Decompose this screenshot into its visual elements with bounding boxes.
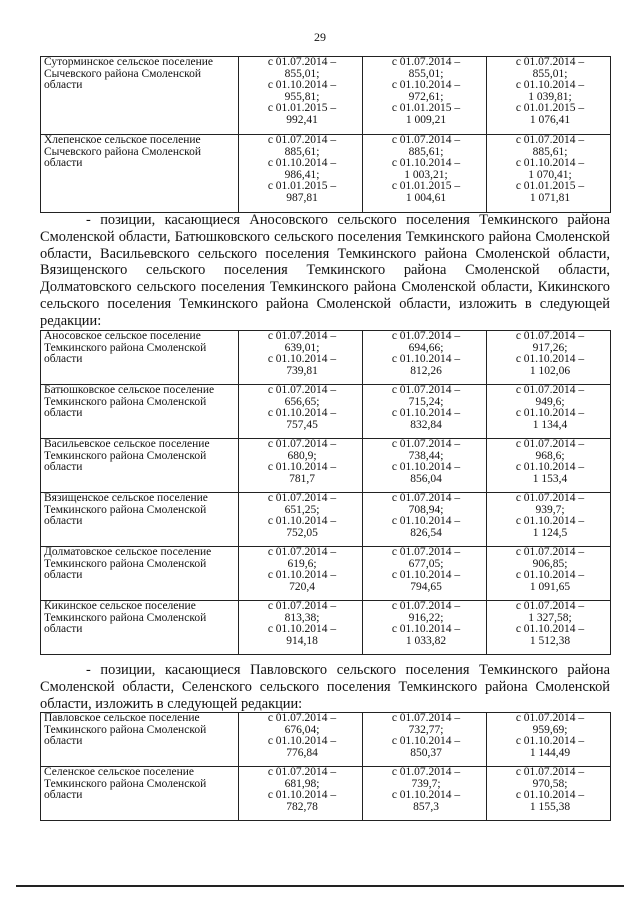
tariff-value: 850,37 xyxy=(410,746,442,759)
tariff-cell xyxy=(363,493,487,547)
table-row xyxy=(41,57,611,135)
tariff-value: 1 144,49 xyxy=(529,746,571,759)
tariff-value: 968,6; xyxy=(535,449,565,462)
settlement-name: Суторминское сельское поселение Сычевского района Смоленской области xyxy=(41,57,239,135)
period-label: с 01.01.2015 – xyxy=(515,102,585,114)
tariff-cell xyxy=(239,493,363,547)
period-label: с 01.07.2014 – xyxy=(391,384,461,396)
rates-table-temkinsky-1 xyxy=(40,330,611,655)
tariff-value: 738,44; xyxy=(408,449,444,462)
table-row xyxy=(41,601,611,655)
period-label: с 01.07.2014 – xyxy=(267,600,337,612)
bottom-rule xyxy=(16,885,624,887)
table-row xyxy=(41,767,611,821)
tariff-value: 708,94; xyxy=(408,503,444,516)
tariff-value: 916,22; xyxy=(408,611,444,624)
tariff-cell xyxy=(239,547,363,601)
period-label: с 01.07.2014 – xyxy=(391,766,461,778)
period-label: с 01.07.2014 – xyxy=(267,56,337,68)
tariff-value: 1 091,65 xyxy=(529,580,571,593)
tariff-value: 813,38; xyxy=(284,611,320,624)
period-label: с 01.07.2014 – xyxy=(267,712,337,724)
settlement-name: Селенское сельское поселение Темкинского района Смоленской области xyxy=(41,767,239,821)
period-label: с 01.07.2014 – xyxy=(515,134,585,146)
period-label: с 01.07.2014 – xyxy=(391,600,461,612)
tariff-cell xyxy=(239,767,363,821)
tariff-value: 619,6; xyxy=(287,557,317,570)
tariff-value: 681,98; xyxy=(284,777,320,790)
period-label: с 01.07.2014 – xyxy=(391,134,461,146)
tariff-value: 855,01; xyxy=(532,67,568,80)
period-label: с 01.10.2014 – xyxy=(515,515,585,527)
tariff-value: 1 512,38 xyxy=(529,634,571,647)
tariff-value: 856,04 xyxy=(410,472,442,485)
period-label: с 01.10.2014 – xyxy=(267,407,337,419)
tariff-value: 885,61; xyxy=(532,145,568,158)
table-row xyxy=(41,385,611,439)
period-label: с 01.10.2014 – xyxy=(267,735,337,747)
tariff-value: 1 134,4 xyxy=(532,418,568,431)
tariff-cell xyxy=(239,713,363,767)
period-label: с 01.07.2014 – xyxy=(515,712,585,724)
tariff-cell xyxy=(363,135,487,213)
period-label: с 01.10.2014 – xyxy=(515,569,585,581)
tariff-value: 1 076,41 xyxy=(529,113,571,126)
tariff-cell xyxy=(363,767,487,821)
paragraph-temkinsky-group2: - позиции, касающиеся Павловского сельского поселения Темкинского района Смоленской области, Селенского сельского поселения Темкинского района Смоленской области, изложить в следующей редакции: xyxy=(40,662,610,712)
period-label: с 01.07.2014 – xyxy=(515,438,585,450)
rates-table-sychevsky xyxy=(40,56,611,213)
tariff-cell xyxy=(487,547,611,601)
tariff-value: 1 009,21 xyxy=(405,113,447,126)
table-row xyxy=(41,439,611,493)
period-label: с 01.10.2014 – xyxy=(515,623,585,635)
table-row xyxy=(41,713,611,767)
tariff-value: 914,18 xyxy=(286,634,318,647)
period-label: с 01.07.2014 – xyxy=(267,384,337,396)
table-row xyxy=(41,331,611,385)
tariff-cell xyxy=(363,601,487,655)
tariff-value: 1 039,81; xyxy=(528,90,572,103)
period-label: с 01.07.2014 – xyxy=(267,546,337,558)
period-label: с 01.10.2014 – xyxy=(391,407,461,419)
tariff-value: 694,66; xyxy=(408,341,444,354)
period-label: с 01.07.2014 – xyxy=(515,384,585,396)
tariff-value: 885,61; xyxy=(284,145,320,158)
tariff-value: 656,65; xyxy=(284,395,320,408)
tariff-value: 781,7 xyxy=(289,472,315,485)
tariff-value: 1 153,4 xyxy=(532,472,568,485)
period-label: с 01.10.2014 – xyxy=(267,157,337,169)
tariff-value: 959,69; xyxy=(532,723,568,736)
settlement-name: Павловское сельское поселение Темкинского района Смоленской области xyxy=(41,713,239,767)
tariff-value: 832,84 xyxy=(410,418,442,431)
tariff-cell xyxy=(363,57,487,135)
tariff-cell xyxy=(487,135,611,213)
period-label: с 01.07.2014 – xyxy=(515,56,585,68)
tariff-value: 972,61; xyxy=(408,90,444,103)
tariff-cell xyxy=(239,439,363,493)
tariff-cell xyxy=(239,135,363,213)
period-label: с 01.07.2014 – xyxy=(391,438,461,450)
tariff-value: 1 155,38 xyxy=(529,800,571,813)
tariff-value: 939,7; xyxy=(535,503,565,516)
tariff-value: 757,45 xyxy=(286,418,318,431)
period-label: с 01.10.2014 – xyxy=(391,789,461,801)
period-label: с 01.10.2014 – xyxy=(515,407,585,419)
settlement-name: Кикинское сельское поселение Темкинского района Смоленской области xyxy=(41,601,239,655)
tariff-cell xyxy=(239,601,363,655)
tariff-value: 1 124,5 xyxy=(532,526,568,539)
paragraph-temkinsky-group1: - позиции, касающиеся Аносовского сельского поселения Темкинского района Смоленской области, Батюшковского сельского поселения Темкинского района Смоленской области, Васильевского сельского поселения Темкинского района Смоленской области, Вязищенского сельского поселения Темкинского района Смоленской области, Долматовского сельского поселения Темкинского района Смоленской области, Кикинского сельского поселения Темкинского района Смоленской области, изложить в следующей редакции: xyxy=(40,212,610,329)
period-label: с 01.07.2014 – xyxy=(391,712,461,724)
tariff-cell xyxy=(487,439,611,493)
tariff-value: 651,25; xyxy=(284,503,320,516)
tariff-value: 986,41; xyxy=(284,168,320,181)
period-label: с 01.01.2015 – xyxy=(515,180,585,192)
period-label: с 01.10.2014 – xyxy=(267,569,337,581)
tariff-value: 720,4 xyxy=(289,580,315,593)
period-label: с 01.10.2014 – xyxy=(515,157,585,169)
tariff-cell xyxy=(363,547,487,601)
period-label: с 01.07.2014 – xyxy=(267,766,337,778)
tariff-value: 1 070,41; xyxy=(528,168,572,181)
period-label: с 01.10.2014 – xyxy=(267,623,337,635)
tariff-cell xyxy=(487,493,611,547)
tariff-value: 782,78 xyxy=(286,800,318,813)
tariff-cell xyxy=(487,385,611,439)
tariff-value: 1 033,82 xyxy=(405,634,447,647)
tariff-value: 812,26 xyxy=(410,364,442,377)
period-label: с 01.07.2014 – xyxy=(391,56,461,68)
tariff-value: 639,01; xyxy=(284,341,320,354)
tariff-value: 715,24; xyxy=(408,395,444,408)
tariff-value: 855,01; xyxy=(284,67,320,80)
tariff-value: 970,58; xyxy=(532,777,568,790)
period-label: с 01.10.2014 – xyxy=(267,461,337,473)
tariff-value: 955,81; xyxy=(284,90,320,103)
tariff-value: 680,9; xyxy=(287,449,317,462)
settlement-name: Васильевское сельское поселение Темкинского района Смоленской области xyxy=(41,439,239,493)
period-label: с 01.07.2014 – xyxy=(515,766,585,778)
tariff-value: 676,04; xyxy=(284,723,320,736)
period-label: с 01.10.2014 – xyxy=(391,79,461,91)
page-number: 29 xyxy=(314,30,326,44)
settlement-name: Вязищенское сельское поселение Темкинского района Смоленской области xyxy=(41,493,239,547)
period-label: с 01.10.2014 – xyxy=(267,353,337,365)
settlement-name: Батюшковское сельское поселение Темкинского района Смоленской области xyxy=(41,385,239,439)
rates-table-temkinsky-2 xyxy=(40,712,611,821)
settlement-name: Хлепенское сельское поселение Сычевского района Смоленской области xyxy=(41,135,239,213)
period-label: с 01.10.2014 – xyxy=(267,79,337,91)
period-label: с 01.10.2014 – xyxy=(391,515,461,527)
tariff-cell xyxy=(487,767,611,821)
tariff-value: 855,01; xyxy=(408,67,444,80)
period-label: с 01.01.2015 – xyxy=(267,102,337,114)
tariff-value: 1 071,81 xyxy=(529,191,571,204)
tariff-value: 794,65 xyxy=(410,580,442,593)
period-label: с 01.07.2014 – xyxy=(267,492,337,504)
tariff-value: 732,77; xyxy=(408,723,444,736)
table-row xyxy=(41,547,611,601)
period-label: с 01.07.2014 – xyxy=(515,546,585,558)
table-row xyxy=(41,135,611,213)
period-label: с 01.10.2014 – xyxy=(515,79,585,91)
tariff-value: 949,6; xyxy=(535,395,565,408)
period-label: с 01.07.2014 – xyxy=(515,330,585,342)
tariff-value: 776,84 xyxy=(286,746,318,759)
tariff-cell xyxy=(239,331,363,385)
period-label: с 01.07.2014 – xyxy=(267,330,337,342)
tariff-cell xyxy=(487,713,611,767)
period-label: с 01.07.2014 – xyxy=(515,600,585,612)
tariff-cell xyxy=(363,331,487,385)
period-label: с 01.10.2014 – xyxy=(391,735,461,747)
tariff-value: 857,3 xyxy=(413,800,439,813)
period-label: с 01.10.2014 – xyxy=(391,461,461,473)
tariff-cell xyxy=(363,713,487,767)
period-label: с 01.10.2014 – xyxy=(515,461,585,473)
tariff-value: 677,05; xyxy=(408,557,444,570)
period-label: с 01.07.2014 – xyxy=(515,492,585,504)
tariff-value: 1 327,58; xyxy=(528,611,572,624)
period-label: с 01.01.2015 – xyxy=(391,180,461,192)
tariff-cell xyxy=(239,385,363,439)
period-label: с 01.07.2014 – xyxy=(267,134,337,146)
settlement-name: Долматовское сельское поселение Темкинского района Смоленской области xyxy=(41,547,239,601)
tariff-value: 987,81 xyxy=(286,191,318,204)
tariff-value: 992,41 xyxy=(286,113,318,126)
period-label: с 01.10.2014 – xyxy=(515,735,585,747)
period-label: с 01.01.2015 – xyxy=(267,180,337,192)
tariff-cell xyxy=(363,439,487,493)
tariff-cell xyxy=(487,57,611,135)
tariff-value: 1 004,61 xyxy=(405,191,447,204)
period-label: с 01.07.2014 – xyxy=(391,492,461,504)
tariff-value: 917,26; xyxy=(532,341,568,354)
period-label: с 01.10.2014 – xyxy=(391,569,461,581)
tariff-cell xyxy=(487,601,611,655)
tariff-value: 826,54 xyxy=(410,526,442,539)
tariff-cell xyxy=(487,331,611,385)
period-label: с 01.10.2014 – xyxy=(391,623,461,635)
tariff-cell xyxy=(363,385,487,439)
period-label: с 01.10.2014 – xyxy=(391,157,461,169)
period-label: с 01.07.2014 – xyxy=(391,546,461,558)
period-label: с 01.07.2014 – xyxy=(391,330,461,342)
tariff-cell xyxy=(239,57,363,135)
period-label: с 01.10.2014 – xyxy=(391,353,461,365)
tariff-value: 885,61; xyxy=(408,145,444,158)
period-label: с 01.10.2014 – xyxy=(267,515,337,527)
settlement-name: Аносовское сельское поселение Темкинского района Смоленской области xyxy=(41,331,239,385)
tariff-value: 739,7; xyxy=(411,777,441,790)
table-row xyxy=(41,493,611,547)
period-label: с 01.07.2014 – xyxy=(267,438,337,450)
tariff-value: 752,05 xyxy=(286,526,318,539)
period-label: с 01.10.2014 – xyxy=(267,789,337,801)
tariff-value: 739,81 xyxy=(286,364,318,377)
period-label: с 01.10.2014 – xyxy=(515,353,585,365)
tariff-value: 1 003,21; xyxy=(404,168,448,181)
period-label: с 01.10.2014 – xyxy=(515,789,585,801)
period-label: с 01.01.2015 – xyxy=(391,102,461,114)
tariff-value: 1 102,06 xyxy=(529,364,571,377)
tariff-value: 906,85; xyxy=(532,557,568,570)
